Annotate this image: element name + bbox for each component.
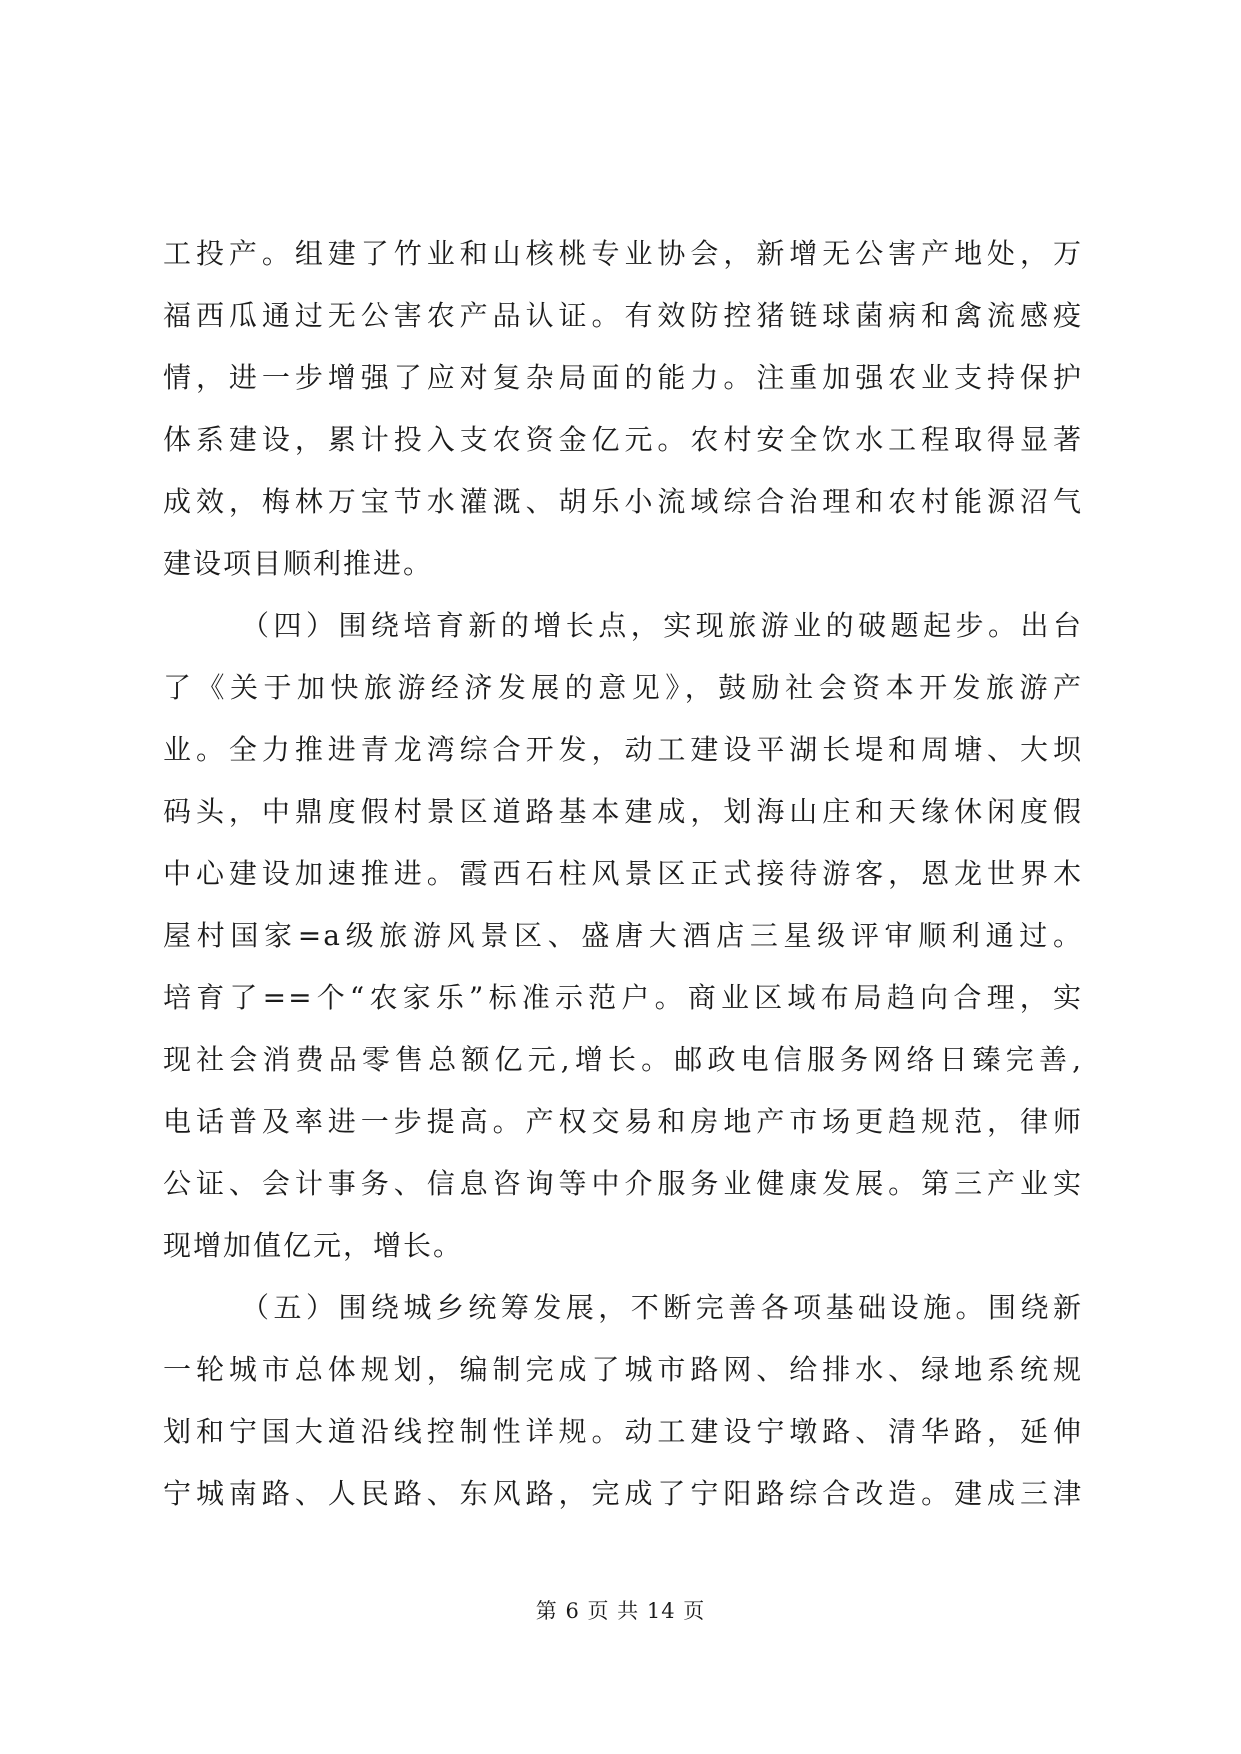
- text-line: 培育了==个“农家乐”标准示范户。商业区域布局趋向合理，实: [163, 981, 1083, 1014]
- text-line-paragraph-start: （五）围绕城乡统筹发展，不断完善各项基础设施。围绕新: [241, 1291, 1083, 1324]
- text-line: 建设项目顺利推进。: [163, 547, 434, 580]
- text-line: 情，进一步增强了应对复杂局面的能力。注重加强农业支持保护: [163, 361, 1083, 394]
- text-line: 公证、会计事务、信息咨询等中介服务业健康发展。第三产业实: [163, 1167, 1083, 1200]
- text-line: 划和宁国大道沿线控制性详规。动工建设宁墩路、清华路，延伸: [163, 1415, 1083, 1448]
- page-number-footer: 第 6 页 共 14 页: [535, 1599, 706, 1623]
- text-line: 业。全力推进青龙湾综合开发，动工建设平湖长堤和周塘、大坝: [163, 733, 1083, 766]
- text-line: 电话普及率进一步提高。产权交易和房地产市场更趋规范，律师: [163, 1105, 1083, 1138]
- text-line: 体系建设，累计投入支农资金亿元。农村安全饮水工程取得显著: [163, 423, 1083, 456]
- text-line: 现增加值亿元，增长。: [163, 1229, 464, 1262]
- text-line: 屋村国家=a级旅游风景区、盛唐大酒店三星级评审顺利通过。: [163, 919, 1083, 952]
- document-body: [163, 223, 1083, 1525]
- text-line: 一轮城市总体规划，编制完成了城市路网、给排水、绿地系统规: [163, 1353, 1083, 1386]
- text-line-paragraph-start: （四）围绕培育新的增长点，实现旅游业的破题起步。出台: [241, 609, 1083, 642]
- text-line: 现社会消费品零售总额亿元,增长。邮政电信服务网络日臻完善,: [163, 1043, 1083, 1076]
- text-line: 了《关于加快旅游经济发展的意见》，鼓励社会资本开发旅游产: [163, 671, 1083, 704]
- text-line: 码头，中鼎度假村景区道路基本建成，划海山庄和天缘休闲度假: [163, 795, 1083, 828]
- text-line: 福西瓜通过无公害农产品认证。有效防控猪链球菌病和禽流感疫: [163, 299, 1083, 332]
- text-line: 成效，梅林万宝节水灌溉、胡乐小流域综合治理和农村能源沼气: [163, 485, 1083, 518]
- text-line: 中心建设加速推进。霞西石柱风景区正式接待游客，恩龙世界木: [163, 857, 1083, 890]
- text-line: 宁城南路、人民路、东风路，完成了宁阳路综合改造。建成三津: [163, 1477, 1083, 1510]
- text-line: 工投产。组建了竹业和山核桃专业协会，新增无公害产地处，万: [163, 237, 1083, 270]
